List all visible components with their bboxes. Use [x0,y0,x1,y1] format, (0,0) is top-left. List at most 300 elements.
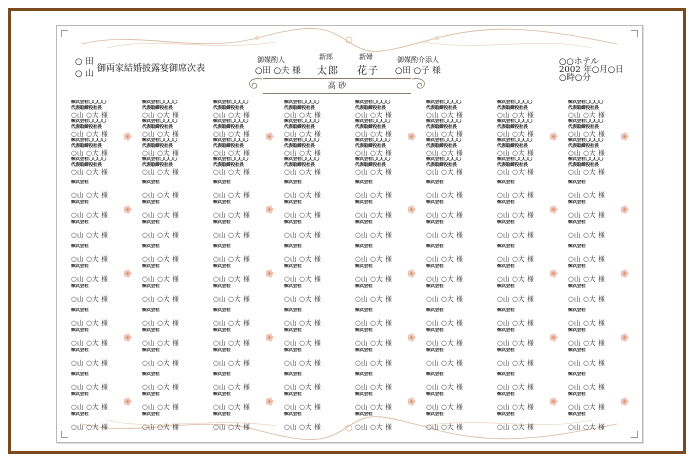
guest-name: ○山 ○大 様 [71,383,109,391]
guest-organization [71,119,125,130]
guest-organization [497,119,551,130]
guest-organization-line: 代表取締役社長 [497,162,528,168]
guest-seat [355,284,409,304]
guest-organization-line: 代表取締役社長 [426,105,457,111]
guest-organization: 株式会社 [213,392,231,397]
guest-organization: 株式会社 [284,284,302,289]
guest-organization-line: 株式会社〇〇〇〇 [142,119,178,124]
guest-seat [213,264,267,284]
guest-organization: 株式会社 [568,180,586,185]
guest-seat [213,138,267,158]
guest-organization [213,119,267,130]
matchmaker-wife-name: ○田 ○子 様 [395,66,441,76]
guest-organization: 株式会社 [213,220,231,225]
bride-name: 花子 [357,66,379,77]
guest-name: ○山 ○大 様 [284,275,322,283]
table-flower-icon [407,132,416,141]
guest-organization [355,119,409,130]
guest-organization-line: 代表取締役社長 [142,105,173,111]
guest-organization: 株式会社 [71,308,89,313]
guest-organization [355,157,409,168]
guest-name: ○山 ○大 様 [284,359,322,367]
guest-organization: 株式会社 [284,328,302,333]
guest-seat [142,157,196,177]
guest-seat [71,284,125,304]
guest-seat [426,412,480,432]
guest-organization-line: 株式会社〇〇〇〇 [213,100,249,105]
guest-organization: 株式会社 [355,412,373,417]
guest-name: ○山 ○大 様 [213,149,251,157]
guest-organization: 株式会社 [355,244,373,249]
guest-name: ○山 ○大 様 [568,423,606,431]
guest-seat [568,220,622,240]
guest-seat [142,284,196,304]
guest-organization [71,157,125,168]
guest-seat [426,328,480,348]
guest-seat [568,308,622,328]
guest-name: ○山 ○大 様 [426,168,464,176]
guest-organization: 株式会社 [142,244,160,249]
table-flower-icon [549,269,558,278]
guest-organization-line: 代表取締役社長 [284,143,315,149]
guest-name: ○山 ○大 様 [142,319,180,327]
guest-organization [213,100,267,111]
guest-organization: 株式会社 [568,412,586,417]
guest-name: ○山 ○大 様 [355,403,393,411]
guest-seat [568,138,622,158]
guest-seat [142,308,196,328]
guest-name: ○山 ○大 様 [497,319,535,327]
guest-seat [213,328,267,348]
guest-seat [213,180,267,200]
guest-seat [497,180,551,200]
guest-seat [497,220,551,240]
guest-seat [426,392,480,412]
guest-seat [497,348,551,368]
guest-name: ○山 ○大 様 [568,231,606,239]
guest-organization-line: 代表取締役社長 [497,124,528,130]
guest-name: ○山 ○大 様 [426,231,464,239]
matchmaker-wife-label: 御媒酌介添人 [397,56,439,64]
guest-name: ○山 ○大 様 [284,255,322,263]
guest-seat [71,328,125,348]
guest-name: ○山 ○大 様 [497,295,535,303]
guest-organization: 株式会社 [284,180,302,185]
guest-seat [142,100,196,120]
guest-organization-line: 代表取締役社長 [71,124,102,130]
table-flower-icon [407,333,416,342]
guest-seat [213,119,267,139]
guest-organization [497,138,551,149]
table-flower-icon [620,333,629,342]
guest-organization: 株式会社 [213,264,231,269]
guest-organization: 株式会社 [568,200,586,205]
guest-name: ○山 ○大 様 [284,111,322,119]
scroll-left-icon [245,75,263,97]
guest-organization [426,119,480,130]
guest-organization [497,100,551,111]
guest-seat [497,244,551,264]
family-name-bottom: ○ 山 [75,69,94,79]
guest-organization-line: 代表取締役社長 [568,162,599,168]
guest-organization-line: 株式会社〇〇〇〇 [213,157,249,162]
guest-name: ○山 ○大 様 [71,130,109,138]
guest-organization [497,157,551,168]
guest-organization-line: 株式会社〇〇〇〇 [426,138,462,143]
guest-organization: 株式会社 [142,220,160,225]
guest-organization: 株式会社 [142,200,160,205]
guest-name: ○山 ○大 様 [355,275,393,283]
guest-seat [355,100,409,120]
guest-name: ○山 ○大 様 [568,403,606,411]
guest-organization-line: 株式会社〇〇〇〇 [71,157,107,162]
guest-name: ○山 ○大 様 [355,111,393,119]
guest-organization [71,138,125,149]
guest-name: ○山 ○大 様 [71,423,109,431]
guest-seat [497,372,551,392]
guest-seat [71,392,125,412]
guest-organization: 株式会社 [426,328,444,333]
guest-seat [568,372,622,392]
guest-name: ○山 ○大 様 [355,339,393,347]
guest-seat [213,392,267,412]
guest-seat [71,220,125,240]
guest-organization: 株式会社 [213,284,231,289]
guest-name: ○山 ○大 様 [71,211,109,219]
guest-organization-line: 代表取締役社長 [426,162,457,168]
guest-name: ○山 ○大 様 [497,168,535,176]
guest-seat [71,308,125,328]
guest-organization: 株式会社 [142,328,160,333]
table-flower-icon [123,333,132,342]
guest-organization: 株式会社 [355,392,373,397]
guest-organization: 株式会社 [497,264,515,269]
guest-organization: 株式会社 [213,180,231,185]
guest-organization-line: 株式会社〇〇〇〇 [142,157,178,162]
guest-organization-line: 代表取締役社長 [284,124,315,130]
guest-seat [213,348,267,368]
guest-seat [284,220,338,240]
guest-organization: 株式会社 [71,372,89,377]
guest-name: ○山 ○大 様 [213,339,251,347]
guest-name: ○山 ○大 様 [568,359,606,367]
guest-name: ○山 ○大 様 [284,211,322,219]
guest-organization: 株式会社 [355,308,373,313]
guest-organization: 株式会社 [71,264,89,269]
guest-name: ○山 ○大 様 [213,191,251,199]
guest-name: ○山 ○大 様 [142,231,180,239]
guest-seat [426,100,480,120]
guest-seat [426,220,480,240]
guest-name: ○山 ○大 様 [142,275,180,283]
guest-name: ○山 ○大 様 [497,339,535,347]
guest-name: ○山 ○大 様 [426,130,464,138]
guest-name: ○山 ○大 様 [142,359,180,367]
guest-organization: 株式会社 [497,244,515,249]
guest-name: ○山 ○大 様 [71,149,109,157]
guest-seat [284,392,338,412]
guest-seat [568,100,622,120]
guest-seat [142,200,196,220]
guest-name: ○山 ○大 様 [497,423,535,431]
guest-organization: 株式会社 [426,200,444,205]
guest-organization: 株式会社 [568,308,586,313]
guest-organization-line: 代表取締役社長 [355,105,386,111]
guest-name: ○山 ○大 様 [355,211,393,219]
guest-seat [426,372,480,392]
guest-organization: 株式会社 [568,220,586,225]
guest-seat [284,200,338,220]
guest-seat [284,308,338,328]
guest-organization: 株式会社 [284,392,302,397]
guest-seat [426,264,480,284]
guest-organization: 株式会社 [213,328,231,333]
guest-name: ○山 ○大 様 [497,111,535,119]
guest-name: ○山 ○大 様 [497,191,535,199]
guest-name: ○山 ○大 様 [142,295,180,303]
guest-organization: 株式会社 [426,180,444,185]
guest-seat [568,157,622,177]
guest-seat [284,138,338,158]
guest-seat [568,328,622,348]
guest-seat [568,180,622,200]
guest-name: ○山 ○大 様 [355,231,393,239]
guest-organization: 株式会社 [71,412,89,417]
guest-organization [355,100,409,111]
guest-organization: 株式会社 [568,392,586,397]
guest-seat [213,412,267,432]
guest-seat [284,412,338,432]
guest-organization: 株式会社 [213,200,231,205]
guest-seat [142,412,196,432]
guest-organization-line: 代表取締役社長 [497,105,528,111]
guest-organization: 株式会社 [497,328,515,333]
guest-seat [71,157,125,177]
guest-name: ○山 ○大 様 [142,403,180,411]
page-title: 御両家結婚披露宴御席次表 [97,64,206,74]
guest-seat [284,328,338,348]
guest-organization-line: 代表取締役社長 [142,124,173,130]
guest-organization: 株式会社 [142,264,160,269]
table-flower-icon [265,269,274,278]
table-flower-icon [265,205,274,214]
guest-organization: 株式会社 [142,412,160,417]
guest-organization: 株式会社 [355,328,373,333]
guest-name: ○山 ○大 様 [497,231,535,239]
guest-name: ○山 ○大 様 [284,130,322,138]
guest-name: ○山 ○大 様 [213,423,251,431]
guest-organization-line: 代表取締役社長 [142,143,173,149]
guest-seat [568,348,622,368]
guest-organization-line: 代表取締役社長 [213,162,244,168]
guest-organization-line: 株式会社〇〇〇〇 [71,119,107,124]
guest-seat [355,412,409,432]
guest-organization [213,157,267,168]
guest-seat [355,372,409,392]
guest-name: ○山 ○大 様 [355,423,393,431]
guest-organization: 株式会社 [568,328,586,333]
guest-name: ○山 ○大 様 [497,149,535,157]
table-flower-icon [407,269,416,278]
guest-organization-line: 株式会社〇〇〇〇 [426,100,462,105]
guest-organization [568,157,622,168]
guest-organization: 株式会社 [568,348,586,353]
guest-seat [284,180,338,200]
guest-seat [142,119,196,139]
table-flower-icon [549,132,558,141]
guest-organization: 株式会社 [142,372,160,377]
guest-name: ○山 ○大 様 [355,130,393,138]
guest-name: ○山 ○大 様 [568,211,606,219]
guest-seat [142,392,196,412]
guest-name: ○山 ○大 様 [426,111,464,119]
guest-organization [284,119,338,130]
guest-organization: 株式会社 [497,200,515,205]
guest-seat [355,138,409,158]
guest-organization-line: 株式会社〇〇〇〇 [142,100,178,105]
guest-organization-line: 株式会社〇〇〇〇 [71,138,107,143]
table-flower-icon [123,205,132,214]
guest-organization: 株式会社 [71,392,89,397]
guest-seat [426,284,480,304]
guest-organization: 株式会社 [497,308,515,313]
guest-name: ○山 ○大 様 [284,168,322,176]
guest-organization [426,138,480,149]
guest-organization [284,138,338,149]
guest-name: ○山 ○大 様 [426,275,464,283]
guest-seat [142,328,196,348]
guest-organization: 株式会社 [426,220,444,225]
guest-organization-line: 株式会社〇〇〇〇 [284,119,320,124]
guest-organization: 株式会社 [71,244,89,249]
guest-name: ○山 ○大 様 [213,168,251,176]
guest-organization: 株式会社 [71,348,89,353]
guest-organization-line: 代表取締役社長 [213,143,244,149]
guest-organization: 株式会社 [71,200,89,205]
guest-name: ○山 ○大 様 [213,130,251,138]
guest-name: ○山 ○大 様 [142,255,180,263]
guest-organization: 株式会社 [426,308,444,313]
guest-seat [213,284,267,304]
guest-seat [71,180,125,200]
head-table-label: 高 砂 [327,81,347,90]
guest-name: ○山 ○大 様 [284,319,322,327]
guest-organization-line: 株式会社〇〇〇〇 [213,138,249,143]
guest-name: ○山 ○大 様 [355,191,393,199]
guest-organization [142,157,196,168]
guest-name: ○山 ○大 様 [142,423,180,431]
guest-name: ○山 ○大 様 [568,149,606,157]
guest-seat [568,264,622,284]
guest-seat [284,157,338,177]
guest-name: ○山 ○大 様 [568,255,606,263]
guest-organization [568,138,622,149]
guest-organization-line: 株式会社〇〇〇〇 [284,100,320,105]
guest-name: ○山 ○大 様 [213,403,251,411]
guest-organization [142,138,196,149]
guest-seat [497,412,551,432]
guest-organization-line: 代表取締役社長 [71,143,102,149]
guest-organization: 株式会社 [497,284,515,289]
guest-organization: 株式会社 [284,372,302,377]
guest-name: ○山 ○大 様 [568,339,606,347]
head-table [263,78,411,94]
guest-name: ○山 ○大 様 [213,319,251,327]
guest-seat [497,138,551,158]
guest-organization: 株式会社 [355,200,373,205]
guest-name: ○山 ○大 様 [71,191,109,199]
guest-organization-line: 代表取締役社長 [284,162,315,168]
guest-name: ○山 ○大 様 [355,359,393,367]
guest-seat [497,392,551,412]
guest-name: ○山 ○大 様 [142,211,180,219]
table-flower-icon [620,269,629,278]
guest-seat [284,119,338,139]
guest-seat [142,348,196,368]
guest-name: ○山 ○大 様 [497,275,535,283]
guest-organization-line: 株式会社〇〇〇〇 [71,100,107,105]
guest-seat [426,157,480,177]
guest-organization [71,100,125,111]
bride-label: 新婦 [359,53,373,61]
groom-name: 太郎 [317,66,339,77]
table-flower-icon [123,132,132,141]
guest-organization-line: 代表取締役社長 [568,105,599,111]
guest-seat [355,308,409,328]
guest-organization: 株式会社 [213,244,231,249]
guest-seat [213,220,267,240]
guest-seat [568,392,622,412]
guest-seat [142,264,196,284]
guest-name: ○山 ○大 様 [355,383,393,391]
guest-name: ○山 ○大 様 [142,130,180,138]
crop-mark [631,30,638,37]
guest-seat [284,372,338,392]
groom-label: 新郎 [319,53,333,61]
guest-seat [355,328,409,348]
table-flower-icon [620,132,629,141]
guest-name: ○山 ○大 様 [568,383,606,391]
guest-seat [71,200,125,220]
guest-organization: 株式会社 [355,372,373,377]
guest-name: ○山 ○大 様 [497,383,535,391]
guest-name: ○山 ○大 様 [568,275,606,283]
crop-mark [61,30,68,37]
guest-name: ○山 ○大 様 [142,149,180,157]
guest-name: ○山 ○大 様 [426,403,464,411]
guest-name: ○山 ○大 様 [71,255,109,263]
guest-name: ○山 ○大 様 [213,255,251,263]
guest-organization: 株式会社 [568,244,586,249]
guest-organization: 株式会社 [213,412,231,417]
family-name-top: ○ 田 [75,57,94,67]
guest-name: ○山 ○大 様 [213,383,251,391]
guest-seat [213,200,267,220]
guest-seat [497,100,551,120]
guest-seat [355,200,409,220]
guest-name: ○山 ○大 様 [71,111,109,119]
guest-seat [71,244,125,264]
table-flower-icon [620,397,629,406]
guest-seat [213,308,267,328]
guest-name: ○山 ○大 様 [355,295,393,303]
guest-organization-line: 代表取締役社長 [71,162,102,168]
guest-seat [142,138,196,158]
guest-name: ○山 ○大 様 [426,423,464,431]
guest-name: ○山 ○大 様 [213,295,251,303]
guest-name: ○山 ○大 様 [568,191,606,199]
guest-organization-line: 株式会社〇〇〇〇 [426,119,462,124]
